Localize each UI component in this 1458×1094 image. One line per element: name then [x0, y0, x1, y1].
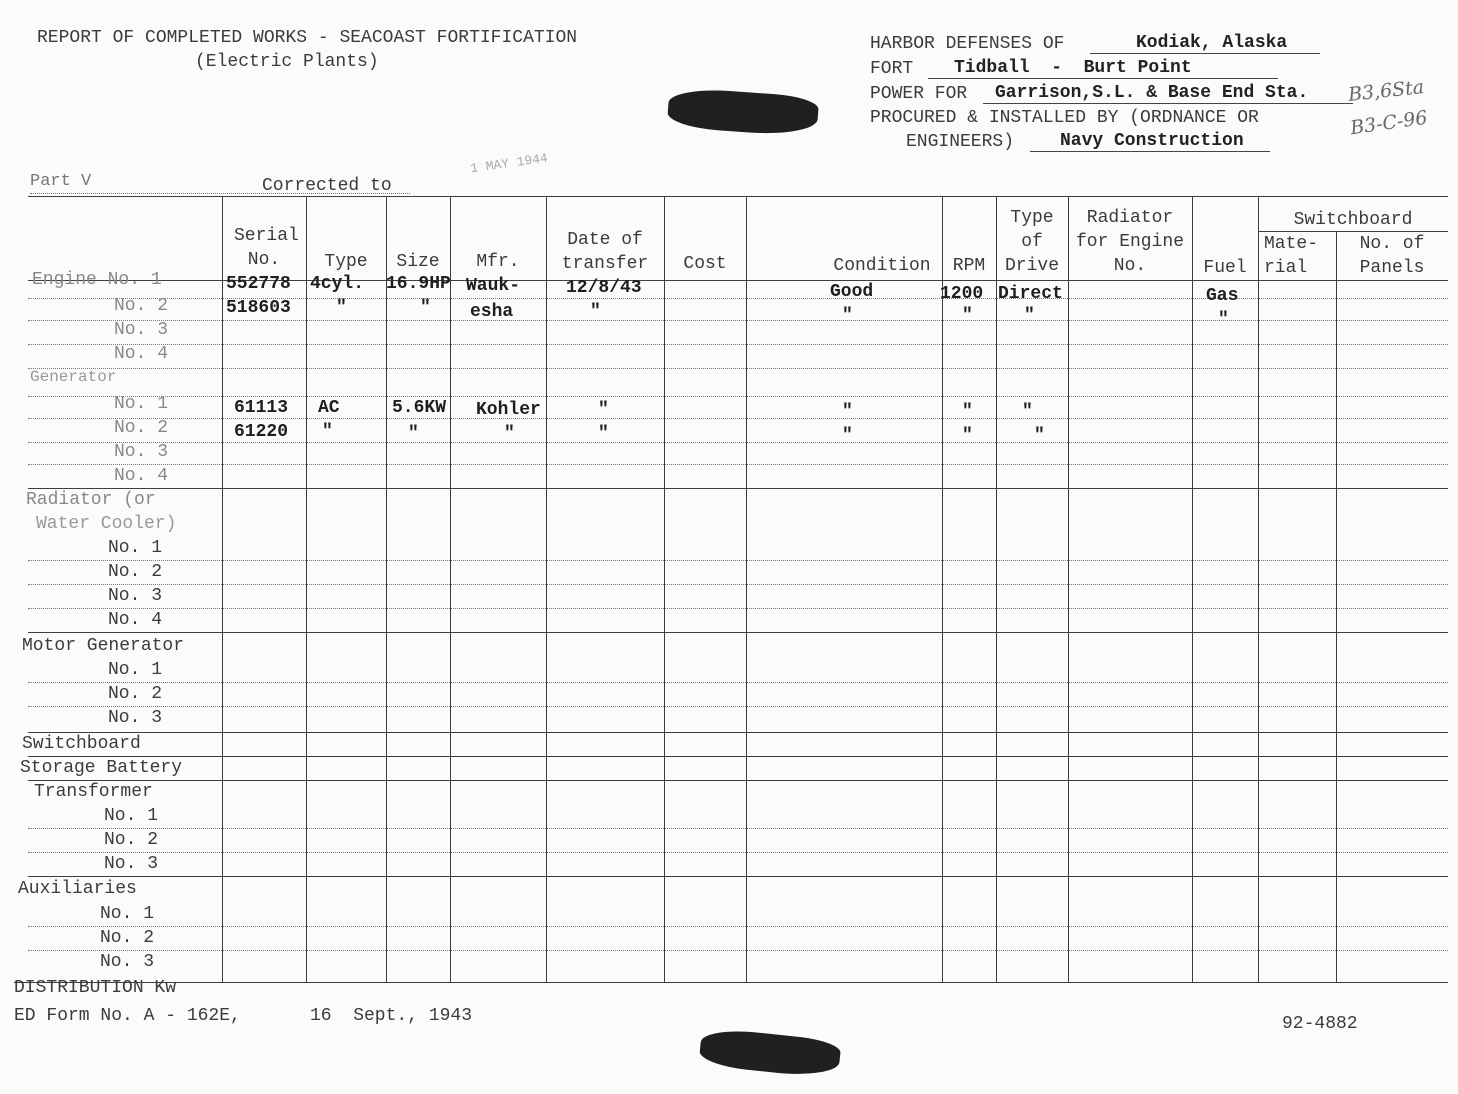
form-subtitle: (Electric Plants)	[195, 52, 379, 72]
engine-2-drive: "	[1024, 306, 1035, 326]
engineers-label: ENGINEERS)	[906, 132, 1015, 152]
row-mg-1: No. 1	[108, 660, 163, 680]
engine-2-serial: 518603	[226, 298, 291, 318]
gen-1-type: AC	[318, 398, 340, 418]
gen-2-condition: "	[842, 426, 853, 446]
row-water-cooler: Water Cooler)	[36, 514, 177, 534]
row-tr-1: No. 1	[104, 806, 159, 826]
engine-1-type: 4cyl.	[310, 274, 365, 294]
row-rule	[28, 368, 1448, 369]
col-header-mfr: Mfr.	[476, 252, 520, 272]
harbor-defenses-value: Kodiak, Alaska	[1090, 33, 1320, 54]
row-rule	[28, 608, 1448, 609]
handwritten-note-1: B3,6Sta	[1347, 76, 1426, 106]
gen-1-serial: 61113	[234, 398, 289, 418]
col-header-drive: Type of Drive	[1004, 208, 1059, 276]
gen-1-mfr: Kohler	[476, 400, 541, 420]
col-line	[996, 197, 997, 982]
procured-value: Navy Construction	[1030, 131, 1270, 152]
row-rule	[28, 682, 1448, 683]
col-line	[450, 197, 451, 982]
gen-2-size: "	[408, 424, 419, 444]
harbor-defenses-label: HARBOR DEFENSES OF	[870, 34, 1065, 54]
power-for-label: POWER FOR	[870, 84, 968, 104]
table-bottom-rule	[14, 982, 1448, 983]
gen-1-rpm: "	[962, 402, 973, 422]
col-header-type: Type	[324, 252, 368, 272]
form-title: REPORT OF COMPLETED WORKS - SEACOAST FORTIFICATION	[37, 28, 578, 48]
row-rad-3: No. 3	[108, 586, 163, 606]
col-header-serial: Serial No.	[234, 226, 299, 270]
row-aux-2: No. 2	[100, 928, 155, 948]
redaction-stamp-bottom	[698, 1027, 841, 1079]
row-rule	[28, 396, 1448, 397]
engine-1-size: 16.9HP	[386, 274, 451, 294]
row-storage-battery: Storage Battery	[20, 758, 183, 778]
col-header-material: Mate- rial	[1264, 234, 1319, 278]
section-rule	[28, 756, 1448, 757]
row-aux-3: No. 3	[100, 952, 155, 972]
row-rule	[28, 320, 1448, 321]
row-transformer: Transformer	[34, 782, 153, 802]
row-radiator: Radiator (or	[26, 490, 156, 510]
gen-2-date: "	[598, 424, 609, 444]
engine-1-date: 12/8/43	[566, 278, 642, 298]
engine-1-rpm: 1200	[940, 284, 984, 304]
row-switchboard: Switchboard	[22, 734, 141, 754]
gen-2-serial: 61220	[234, 422, 289, 442]
col-header-panels: No. of Panels	[1359, 234, 1425, 278]
procured-label: PROCURED & INSTALLED BY (ORDNANCE OR	[870, 108, 1259, 128]
col-line	[1258, 197, 1259, 982]
handwritten-note-2: B3-C-96	[1348, 106, 1429, 140]
row-rule	[28, 560, 1448, 561]
col-line	[546, 197, 547, 982]
gen-1-condition: "	[842, 402, 853, 422]
gen-2-rpm: "	[962, 426, 973, 446]
row-engine-4: No. 4	[114, 344, 169, 364]
row-rad-1: No. 1	[108, 538, 163, 558]
gen-2-mfr: "	[504, 424, 515, 444]
date-stamp: 1 MAY 1944	[469, 150, 549, 177]
engine-2-type: "	[336, 298, 347, 318]
row-rule	[28, 464, 1448, 465]
engine-2-date: "	[590, 302, 601, 322]
row-gen-1: No. 1	[114, 394, 169, 414]
row-mg-3: No. 3	[108, 708, 163, 728]
engine-2-condition: "	[842, 306, 853, 326]
row-engine-3: No. 3	[114, 320, 169, 340]
gen-1-size: 5.6KW	[392, 398, 447, 418]
row-rule	[28, 828, 1448, 829]
col-line	[942, 197, 943, 982]
engine-2-mfr: esha	[470, 302, 514, 322]
col-header-switchboard: Switchboard	[1293, 210, 1413, 230]
col-line	[386, 197, 387, 982]
col-line	[746, 197, 747, 982]
engine-2-size: "	[420, 298, 431, 318]
col-header-radiator: Radiator for Engine No.	[1075, 208, 1185, 276]
form-date: 16 Sept., 1943	[310, 1006, 473, 1026]
col-header-size: Size	[396, 252, 440, 272]
corrected-to-label: Corrected to	[262, 176, 392, 196]
gen-2-drive: "	[1034, 426, 1045, 446]
gen-2-type: "	[322, 422, 333, 442]
col-header-rpm: RPM	[952, 256, 986, 276]
document-number: 92-4882	[1282, 1014, 1358, 1034]
table-top-rule	[28, 196, 1448, 197]
redaction-stamp-top	[667, 87, 819, 137]
col-header-fuel: Fuel	[1203, 258, 1247, 278]
section-rule	[28, 632, 1448, 633]
power-for-value: Garrison,S.L. & Base End Sta.	[983, 83, 1353, 104]
col-line	[306, 197, 307, 982]
row-gen-4: No. 4	[114, 466, 169, 486]
engine-1-serial: 552778	[226, 274, 291, 294]
row-rule	[28, 950, 1448, 951]
row-engine-2: No. 2	[114, 296, 169, 316]
fort-value: Tidball - Burt Point	[928, 58, 1278, 79]
row-engine-1: Engine No. 1	[32, 270, 162, 290]
gen-1-drive: "	[1022, 402, 1033, 422]
col-line	[1068, 197, 1069, 982]
row-rad-4: No. 4	[108, 610, 163, 630]
col-line	[664, 197, 665, 982]
row-tr-3: No. 3	[104, 854, 159, 874]
row-distribution: DISTRIBUTION Kw	[14, 978, 177, 998]
row-rule	[28, 926, 1448, 927]
engine-2-rpm: "	[962, 306, 973, 326]
row-rule	[28, 584, 1448, 585]
row-aux-1: No. 1	[100, 904, 155, 924]
row-motor-generator: Motor Generator	[22, 636, 185, 656]
col-header-condition: Condition	[833, 256, 931, 276]
row-tr-2: No. 2	[104, 830, 159, 850]
row-rule	[28, 852, 1448, 853]
row-rule	[28, 706, 1448, 707]
col-line	[222, 197, 223, 982]
row-rad-2: No. 2	[108, 562, 163, 582]
row-generator: Generator	[30, 368, 117, 386]
row-auxiliaries: Auxiliaries	[18, 879, 137, 899]
engine-1-condition: Good	[830, 282, 874, 302]
gen-1-date: "	[598, 400, 609, 420]
section-rule	[28, 732, 1448, 733]
section-rule	[28, 876, 1448, 877]
row-gen-2: No. 2	[114, 418, 169, 438]
engine-1-fuel: Gas	[1206, 286, 1239, 306]
section-rule	[28, 488, 1448, 489]
part-label: Part V	[30, 172, 92, 191]
row-rule	[28, 418, 1448, 419]
row-rule	[28, 442, 1448, 443]
form-number: ED Form No. A - 162E,	[14, 1006, 241, 1026]
engine-1-drive: Direct	[998, 284, 1063, 304]
row-mg-2: No. 2	[108, 684, 163, 704]
row-rule	[28, 344, 1448, 345]
col-line	[1192, 197, 1193, 982]
col-header-date: Date of transfer	[561, 230, 649, 274]
engine-1-mfr: Wauk-	[466, 276, 521, 296]
row-gen-3: No. 3	[114, 442, 169, 462]
engine-2-fuel: "	[1218, 310, 1229, 330]
section-rule	[28, 780, 1448, 781]
col-header-cost: Cost	[683, 254, 727, 274]
fort-label: FORT	[870, 59, 914, 79]
